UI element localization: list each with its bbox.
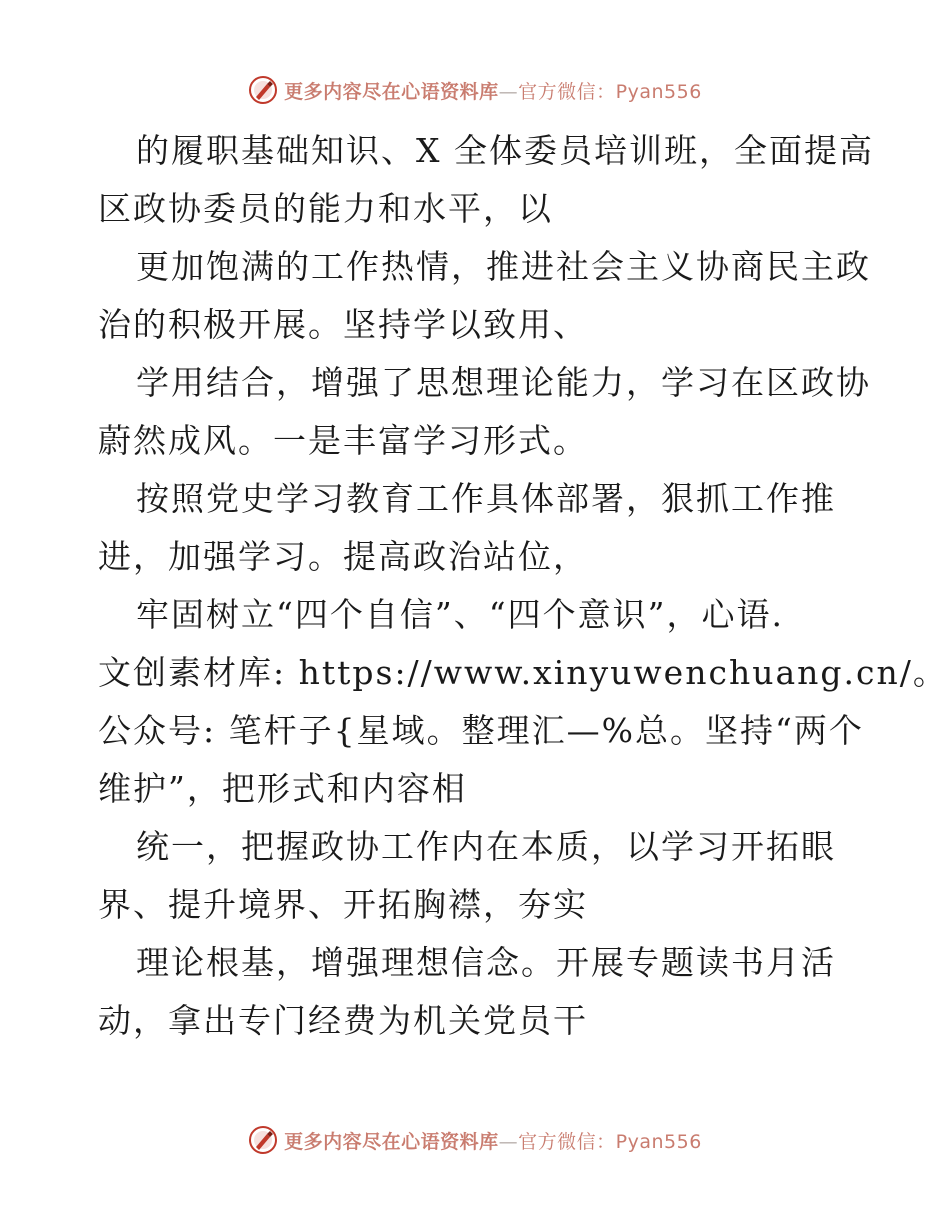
text-line: 维护”，把形式和内容相 bbox=[98, 769, 467, 808]
text-line: 牢固树立“四个自信”、“四个意识”，心语. bbox=[136, 595, 784, 634]
text-line: 按照党史学习教育工作具体部署，狠抓工作推 bbox=[136, 479, 836, 518]
pen-logo-icon bbox=[248, 1125, 278, 1155]
header-watermark bbox=[0, 72, 950, 108]
text-line: 文创素材库: https://www.xinyuwenchuang.cn/。 bbox=[98, 653, 948, 692]
text-line: 更加饱满的工作热情，推进社会主义协商民主政 bbox=[136, 247, 871, 286]
text-line: 理论根基，增强理想信念。开展专题读书月活 bbox=[136, 943, 836, 982]
text-line: 区政协委员的能力和水平，以 bbox=[98, 189, 553, 228]
pen-logo-icon bbox=[248, 75, 278, 105]
footer-watermark bbox=[0, 1122, 950, 1158]
text-line: 界、提升境界、开拓胸襟，夯实 bbox=[98, 885, 588, 924]
text-line: 学用结合，增强了思想理论能力，学习在区政协 bbox=[136, 363, 871, 402]
text-line: 治的积极开展。坚持学以致用、 bbox=[98, 305, 588, 344]
text-line: 蔚然成风。一是丰富学习形式。 bbox=[98, 421, 588, 460]
text-line: 统一，把握政协工作内在本质，以学习开拓眼 bbox=[136, 827, 836, 866]
text-line: 动，拿出专门经费为机关党员干 bbox=[98, 1001, 588, 1040]
text-line: 公众号: 笔杆子{星域。整理汇—%总。坚持“两个 bbox=[98, 711, 864, 750]
text-line: 进，加强学习。提高政治站位， bbox=[98, 537, 588, 576]
text-line: 的履职基础知识、X 全体委员培训班，全面提高 bbox=[136, 131, 874, 170]
watermark-text: 更多内容尽在心语资料库—官方微信：Pyan556 bbox=[284, 80, 702, 103]
watermark-text: 更多内容尽在心语资料库—官方微信：Pyan556 bbox=[284, 1130, 702, 1153]
document-body bbox=[98, 122, 948, 1050]
